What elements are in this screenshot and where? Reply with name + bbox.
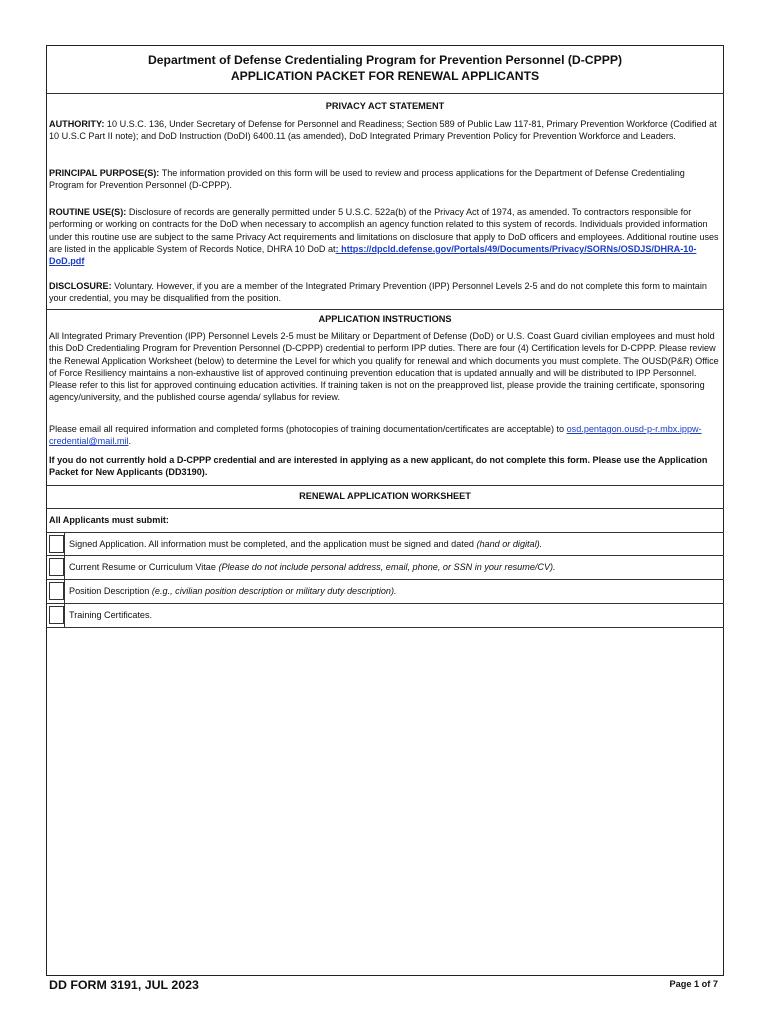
item-text: Signed Application. All information must be completed, and the application must be signed and dated: [69, 539, 477, 549]
checkbox-resume[interactable]: [49, 558, 64, 576]
checkbox-training[interactable]: [49, 606, 64, 624]
worksheet-subheading: All Applicants must submit:: [49, 515, 169, 525]
purpose-label: PRINCIPAL PURPOSE(S):: [49, 168, 160, 178]
worksheet-heading: RENEWAL APPLICATION WORKSHEET: [299, 491, 471, 501]
purpose-text: The information provided on this form will be used to review and process applications for the Department of Defense Credentialing Program for Prevention Personnel (D-CPPP).: [49, 168, 685, 191]
authority-text: 10 U.S.C. 136, Under Secretary of Defense for Personnel and Readiness; Section 589 of Public Law 117-81, Primary Prevention Workforce (Codified at 10 U.S.C Part II note); and DoD Instruction (DoDI) 6400.11 (as amended), DoD Integrated Primary Prevention Policy for Prevention Workforce and Leaders.: [49, 119, 717, 142]
checklist-label: [69, 538, 542, 550]
email-text: Please email all required information and completed forms (photocopies of training documentation/certificates are acceptable) to: [49, 424, 567, 434]
routine-text: Disclosure of records are generally permitted under 5 U.S.C. 522a(b) of the Privacy Act of 1974, as amended. To contractors responsible for performing or working on contracts for the DoD when necessary to accomplish an agency function related to this system of records. Individuals provided information under this routine use are subject to the same Privacy Act requirements and limitations on disclosure that apply to DoD officers and employees. Additional routine uses are listed in the applicable System of Records Notice, DHRA 10 DoD at: [49, 207, 719, 254]
form-title: [46, 52, 724, 84]
disclosure-label: DISCLOSURE:: [49, 281, 112, 291]
divider: [46, 508, 724, 509]
instructions-email-paragraph: [49, 423, 720, 448]
title-line-2: APPLICATION PACKET FOR RENEWAL APPLICANTS: [230, 69, 540, 83]
checkbox-position[interactable]: [49, 582, 64, 600]
instructions-paragraph-1: All Integrated Primary Prevention (IPP) Personnel Levels 2-5 must be Military or Department of Defense (DoD) or U.S. Coast Guard civilian employees and must hold this DoD Credentialing Program for Prevention Personnel (D-CPPP) credential to perform IPP duties. There are four (4) Certification levels for D-CPPP. Please review the Renewal Application Worksheet (below) to determine the Level for which you qualify for renewal and which documents you must complete. The OUSD(P&R) Office of Force Resiliency maintains a non-exhaustive list of approved continuing prevention education that is updated annually and will be distributed to IPP Personnel. Please refer to this list for approved continuing education activities. If training taken is not on the preapproved list, please provide the training certificate, sponsoring agency/university, and the published course agenda/ syllabus for review.: [49, 331, 719, 403]
divider: [46, 485, 724, 486]
item-note: (e.g., civilian position description or military duty description).: [151, 586, 397, 596]
contact-email-link[interactable]: osd.pentagon.ousd-p-r.mbx.ippw-credential@mail.mil: [49, 424, 702, 447]
checklist-row-resume: [46, 556, 724, 578]
authority-paragraph: [49, 118, 720, 143]
checkbox-application[interactable]: [49, 535, 64, 553]
checkbox-column-divider: [64, 532, 65, 627]
checklist-row-application: [46, 533, 724, 555]
checklist-row-position: [46, 580, 724, 602]
new-applicant-notice: If you do not currently hold a D-CPPP credential and are interested in applying as a new applicant, do not complete this form. Please use the Application Packet for New Applicants (DD3190).: [49, 455, 708, 478]
item-note: (Please do not include personal address, email, phone, or SSN in your resume/CV).: [218, 562, 556, 572]
item-note: (hand or digital).: [476, 539, 543, 549]
item-text: Current Resume or Curriculum Vitae: [69, 562, 219, 572]
divider: [46, 93, 724, 94]
form-number: DD FORM 3191, JUL 2023: [49, 978, 199, 992]
sorn-link[interactable]: : https://dpcld.defense.gov/Portals/49/Documents/Privacy/SORNs/OSDJS/DHRA-10-DoD.pdf: [49, 243, 697, 267]
authority-label: AUTHORITY:: [49, 119, 105, 129]
divider: [46, 309, 724, 310]
disclosure-text: Voluntary. However, if you are a member of the Integrated Primary Prevention (IPP) Personnel Levels 2-5 and do not complete this form to maintain your credential, you may be disqualified from the position.: [49, 281, 707, 304]
checklist-label: [69, 585, 397, 597]
divider: [46, 627, 724, 628]
checklist-label: [69, 561, 556, 573]
checklist-row-training: [46, 604, 724, 626]
item-text: Training Certificates.: [69, 610, 153, 620]
item-text: Position Description: [69, 586, 152, 596]
purpose-paragraph: [49, 167, 720, 192]
instructions-heading: APPLICATION INSTRUCTIONS: [318, 314, 452, 324]
page-number: Page 1 of 7: [669, 979, 718, 989]
routine-use-paragraph: [49, 206, 720, 267]
checklist-label: [69, 609, 152, 621]
disclosure-paragraph: [49, 280, 720, 305]
title-line-1: Department of Defense Credentialing Program for Prevention Personnel (D-CPPP): [147, 53, 623, 67]
privacy-heading: PRIVACY ACT STATEMENT: [325, 101, 445, 111]
email-end: .: [128, 436, 132, 447]
routine-label: ROUTINE USE(S):: [49, 207, 127, 217]
